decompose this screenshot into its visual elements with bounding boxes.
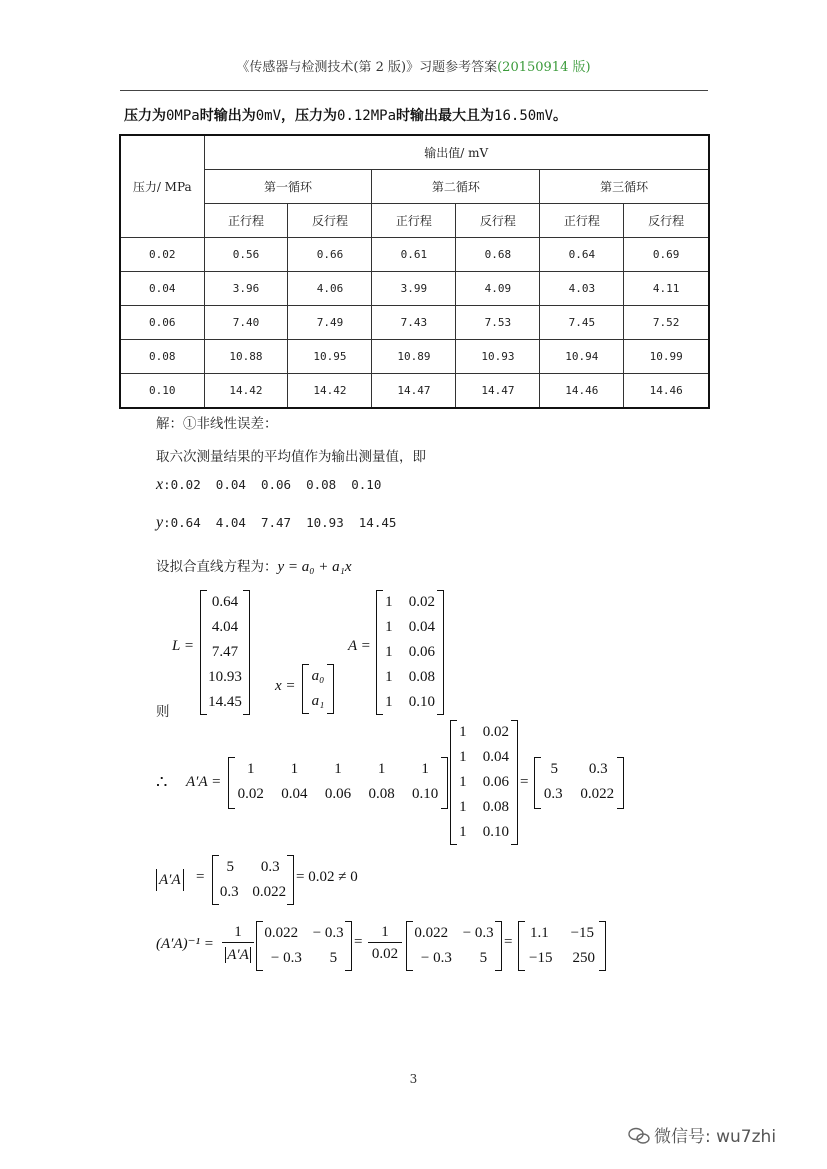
matrix-cell: 0.3 — [260, 859, 280, 875]
matrix-cell: 0.022 — [264, 925, 299, 941]
matrix-cell: 14.45 — [208, 694, 242, 710]
fit-equation: y = a₀ + a₁x — [277, 559, 352, 575]
value-cell: 7.40 — [204, 306, 288, 340]
pressure-cell: 0.04 — [120, 272, 204, 306]
det-matrix — [212, 855, 294, 905]
det-label: A′A — [159, 872, 181, 888]
matrix-cell: 0.02 — [408, 594, 435, 610]
x-vector — [302, 664, 334, 714]
value-cell: 7.45 — [540, 306, 624, 340]
pressure-cell: 0.08 — [120, 340, 204, 374]
AtA-label: A′A = — [186, 774, 222, 790]
matrix-cell: 0.3 — [588, 761, 608, 777]
table-row — [120, 272, 709, 306]
matrix-cell: 10.93 — [208, 669, 242, 685]
matrix-cell: 1 — [385, 644, 393, 660]
table-row — [120, 238, 709, 272]
inverse-matrix — [518, 921, 606, 971]
x-values-line — [156, 474, 381, 494]
fraction-numerator: 1 — [368, 922, 402, 943]
y-values: :0.64 4.04 7.47 10.93 14.45 — [163, 515, 397, 530]
value-cell: 0.61 — [372, 238, 456, 272]
value-cell: 14.46 — [624, 374, 709, 409]
matrix-cell: 0.08 — [482, 799, 509, 815]
value-cell: 14.47 — [372, 374, 456, 409]
value-cell: 4.03 — [540, 272, 624, 306]
stroke-header: 反行程 — [456, 204, 540, 238]
then-label: 则 — [156, 704, 170, 720]
output-header: 输出值/ mV — [204, 135, 709, 170]
pressure-cell: 0.02 — [120, 238, 204, 272]
matrix-cell: 0.04 — [408, 619, 435, 635]
intro-value: 0mV — [255, 108, 282, 124]
intro-text: 。 — [553, 108, 568, 124]
fraction-denominator: A′A — [227, 947, 249, 963]
value-cell: 0.66 — [288, 238, 372, 272]
value-cell: 7.52 — [624, 306, 709, 340]
value-cell: 0.68 — [456, 238, 540, 272]
value-cell: 7.43 — [372, 306, 456, 340]
solution-sentence: 取六次测量结果的平均值作为输出测量值，即 — [156, 449, 426, 465]
x-vector-label: x = — [275, 678, 296, 694]
intro-text: 时输出为 — [199, 108, 256, 124]
watermark-text: 微信号: wu7zhi — [654, 1127, 777, 1147]
det-result: = 0.02 ≠ 0 — [296, 869, 358, 885]
matrix-cell: 1 — [459, 749, 467, 765]
matrix-cell: 0.3 — [543, 786, 563, 802]
A-matrix-repeat — [450, 720, 518, 845]
stroke-header: 正行程 — [540, 204, 624, 238]
page-number: 3 — [409, 1072, 418, 1086]
matrix-cell: 0.04 — [482, 749, 509, 765]
matrix-cell: 0.06 — [482, 774, 509, 790]
matrix-cell: 0.02 — [482, 724, 509, 740]
inverse-label: (A′A)⁻¹ = — [156, 936, 214, 952]
header-version: (20150914 版) — [497, 60, 591, 75]
value-cell: 10.95 — [288, 340, 372, 374]
intro-text: 压力为 — [124, 108, 166, 124]
matrix-cell: 5 — [226, 859, 234, 875]
value-cell: 14.42 — [204, 374, 288, 409]
header-title: 《传感器与检测技术(第 2 版)》习题参考答案 — [236, 60, 498, 75]
x-values: :0.02 0.04 0.06 0.08 0.10 — [163, 477, 382, 492]
value-cell: 0.56 — [204, 238, 288, 272]
matrix-cell: 1 — [290, 761, 299, 777]
table-row — [120, 306, 709, 340]
value-cell: 4.06 — [288, 272, 372, 306]
fraction-1 — [222, 922, 254, 966]
x-label: x — [156, 476, 164, 493]
matrix-cell: 0.022 — [414, 925, 449, 941]
fit-text: 设拟合直线方程为： — [156, 559, 278, 575]
matrix-cell: 1 — [421, 761, 429, 777]
matrix-cell: − 0.3 — [462, 925, 494, 941]
matrix-cell: 0.3 — [219, 884, 239, 900]
matrix-cell: 0.022 — [580, 786, 615, 802]
matrix-cell: 0.08 — [368, 786, 395, 802]
intro-text: 时输出最大且为 — [396, 108, 495, 124]
matrix-cell: 0.022 — [252, 884, 287, 900]
stroke-header: 正行程 — [204, 204, 288, 238]
matrix-cell: 1 — [385, 619, 393, 635]
L-matrix — [200, 590, 250, 715]
matrix-cell: 0.04 — [281, 786, 308, 802]
cycle-header: 第二循环 — [372, 170, 540, 204]
equals-sign: = — [504, 934, 513, 950]
matrix-cell: 5 — [550, 761, 558, 777]
matrix-cell: − 0.3 — [312, 925, 344, 941]
matrix-cell: 0.10 — [412, 786, 439, 802]
value-cell: 7.53 — [456, 306, 540, 340]
wechat-watermark — [628, 1122, 776, 1147]
adjugate-matrix — [256, 921, 352, 971]
cycle-header: 第一循环 — [204, 170, 372, 204]
table-row — [120, 340, 709, 374]
value-cell: 14.42 — [288, 374, 372, 409]
A-matrix — [376, 590, 444, 715]
stroke-header: 正行程 — [372, 204, 456, 238]
page-header — [0, 56, 827, 75]
value-cell: 10.88 — [204, 340, 288, 374]
matrix-cell: 4.04 — [211, 619, 239, 635]
matrix-cell: 1 — [334, 761, 342, 777]
value-cell: 14.47 — [456, 374, 540, 409]
pressure-header: 压力/ MPa — [120, 135, 204, 238]
stroke-header: 反行程 — [624, 204, 709, 238]
equals-sign: = — [354, 934, 363, 950]
y-values-line — [156, 512, 396, 532]
table-row — [120, 374, 709, 409]
therefore-symbol: ∴ — [156, 772, 168, 792]
matrix-cell: −15 — [570, 925, 595, 941]
matrix-cell: 1 — [247, 761, 255, 777]
value-cell: 10.93 — [456, 340, 540, 374]
matrix-cell: 1 — [459, 799, 467, 815]
vector-cell: a₀ — [311, 668, 325, 684]
value-cell: 4.09 — [456, 272, 540, 306]
A-label: A = — [348, 638, 371, 654]
value-cell: 14.46 — [540, 374, 624, 409]
fraction-2 — [368, 922, 402, 965]
value-cell: 0.69 — [624, 238, 709, 272]
matrix-cell: 1 — [459, 724, 467, 740]
matrix-cell: 1 — [385, 694, 393, 710]
equals-sign: = — [196, 869, 205, 885]
fraction-denominator: 0.02 — [371, 946, 399, 962]
vector-cell: a₁ — [311, 693, 325, 709]
matrix-cell: 0.02 — [237, 786, 264, 802]
matrix-cell: 1 — [385, 594, 393, 610]
matrix-cell: 0.10 — [482, 824, 509, 840]
intro-value: 0.12MPa — [337, 108, 397, 124]
value-cell: 7.49 — [288, 306, 372, 340]
fraction-numerator: 1 — [222, 922, 254, 943]
pressure-cell: 0.06 — [120, 306, 204, 340]
matrix-cell: −15 — [529, 950, 553, 966]
fit-line — [156, 555, 352, 576]
value-cell: 3.96 — [204, 272, 288, 306]
solution-heading: 解：①非线性误差： — [156, 416, 278, 432]
intro-value: 0MPa — [166, 108, 200, 124]
stroke-header: 反行程 — [288, 204, 372, 238]
value-cell: 10.94 — [540, 340, 624, 374]
wechat-icon — [628, 1127, 650, 1145]
At-matrix — [228, 757, 448, 809]
L-label: L = — [172, 638, 194, 654]
det-bars — [156, 869, 184, 891]
matrix-cell: 5 — [479, 950, 488, 966]
value-cell: 10.89 — [372, 340, 456, 374]
matrix-cell: 0.06 — [324, 786, 352, 802]
matrix-cell: 0.64 — [211, 594, 239, 610]
equals-sign: = — [520, 774, 529, 790]
matrix-cell: 1 — [385, 669, 393, 685]
AtA-matrix — [534, 757, 624, 809]
intro-value: 16.50mV — [494, 108, 554, 124]
matrix-cell: 1.1 — [529, 925, 549, 941]
cycle-header: 第三循环 — [540, 170, 709, 204]
value-cell: 4.11 — [624, 272, 709, 306]
adjugate-matrix — [406, 921, 502, 971]
y-label: y — [156, 514, 164, 531]
matrix-cell: 0.10 — [408, 694, 435, 710]
value-cell: 3.99 — [372, 272, 456, 306]
matrix-cell: 7.47 — [211, 644, 239, 660]
intro-text: ，压力为 — [281, 108, 338, 124]
pressure-cell: 0.10 — [120, 374, 204, 409]
matrix-cell: 250 — [572, 950, 595, 966]
value-cell: 0.64 — [540, 238, 624, 272]
calibration-table — [119, 134, 710, 409]
intro-sentence — [124, 105, 567, 125]
matrix-cell: − 0.3 — [270, 950, 302, 966]
matrix-cell: 0.08 — [408, 669, 435, 685]
matrix-cell: 1 — [459, 774, 467, 790]
matrix-cell: − 0.3 — [420, 950, 452, 966]
matrix-cell: 5 — [329, 950, 338, 966]
value-cell: 10.99 — [624, 340, 709, 374]
header-divider — [120, 90, 708, 91]
matrix-cell: 0.06 — [408, 644, 435, 660]
matrix-cell: 1 — [459, 824, 467, 840]
matrix-cell: 1 — [377, 761, 386, 777]
